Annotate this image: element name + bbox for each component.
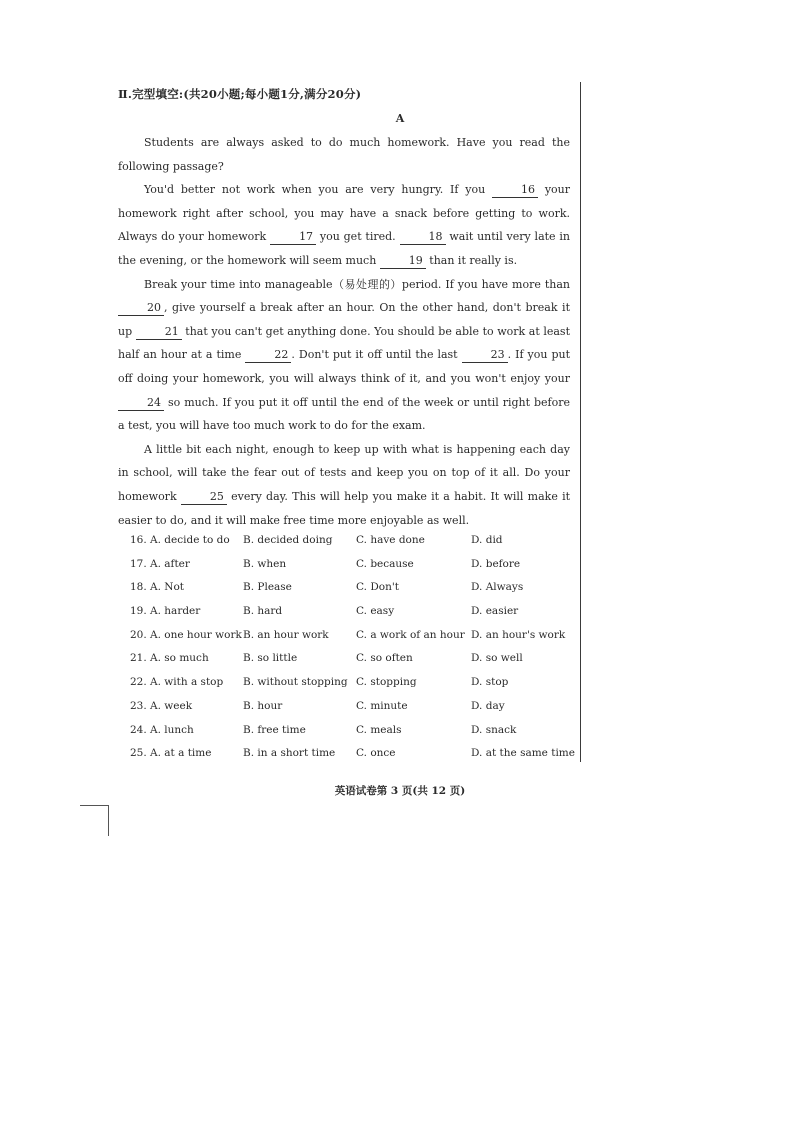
section-title: Ⅱ.完型填空:(共20小题;每小题1分,满分20分) (118, 87, 362, 101)
option-d: D. at the same time (471, 747, 575, 760)
option-a: 18. A. Not (130, 581, 185, 594)
option-d: D. snack (471, 723, 517, 736)
option-a: 16. A. decide to do (130, 534, 230, 546)
option-c: C. because (356, 557, 414, 570)
option-a: 17. A. after (130, 557, 190, 570)
paragraph-text: every day. This will help you make it a habit. It will make it easier to do, and it will make free time more enjoyable as well. (118, 489, 571, 527)
option-d: D. an hour's work (471, 628, 566, 641)
option-a: 23. A. week (130, 699, 193, 712)
question-row-25 (118, 747, 578, 771)
option-b: B. hard (243, 605, 283, 618)
paragraph-text: , give yourself a break after an hour. On the other hand, don't break it up (118, 301, 570, 338)
question-row-17 (118, 558, 578, 582)
paragraph-text: You'd better not work when you are very hungry. If you (144, 183, 486, 197)
option-d: D. so well (471, 652, 523, 665)
blank-21: 21 (136, 325, 182, 340)
question-row-18 (118, 581, 578, 605)
option-a: 19. A. harder (130, 605, 201, 618)
option-a: 24. A. lunch (130, 723, 194, 736)
option-a: 20. A. one hour work (130, 628, 242, 641)
question-row-24 (118, 724, 578, 748)
option-c: C. have done (356, 534, 425, 546)
option-c: C. Don't (356, 581, 399, 594)
blank-19: 19 (380, 254, 426, 269)
option-d: D. Always (471, 581, 524, 594)
option-b: B. hour (243, 699, 283, 712)
question-row-20 (118, 629, 578, 653)
page-margin-line (580, 82, 581, 762)
paragraph-2 (118, 178, 570, 272)
question-row-16 (118, 534, 578, 558)
option-a: 22. A. with a stop (130, 676, 224, 689)
option-c: C. minute (356, 699, 408, 712)
option-a: 25. A. at a time (130, 747, 212, 760)
question-row-23 (118, 700, 578, 724)
option-d: D. stop (471, 676, 509, 689)
blank-18: 18 (400, 230, 446, 245)
cloze-passage (118, 131, 570, 532)
option-c: C. a work of an hour (356, 628, 465, 641)
option-b: B. decided doing (243, 534, 333, 546)
blank-17: 17 (270, 230, 316, 245)
paragraph-4 (118, 438, 570, 532)
option-a: 21. A. so much (130, 652, 209, 665)
option-b: B. so little (243, 652, 298, 665)
blank-25: 25 (181, 490, 227, 505)
option-b: B. an hour work (243, 628, 329, 641)
question-row-19 (118, 605, 578, 629)
option-b: B. when (243, 557, 287, 570)
paragraph-1 (118, 131, 570, 178)
option-c: C. easy (356, 605, 395, 618)
paragraph-text: Students are always asked to do much homework. Have you read the following passage? (118, 136, 570, 173)
option-b: B. free time (243, 723, 306, 736)
blank-16: 16 (492, 183, 538, 198)
option-d: D. did (471, 534, 503, 546)
option-c: C. so often (356, 652, 413, 665)
page-footer: 英语试卷第 3 页(共 12 页) (334, 785, 466, 797)
blank-23: 23 (462, 348, 508, 363)
option-b: B. Please (243, 581, 292, 594)
option-d: D. easier (471, 605, 519, 618)
question-row-21 (118, 652, 578, 676)
paragraph-text: you get tired. (319, 230, 396, 244)
paragraph-text: that you can't get anything done. You should be able to work at least half an hour at a time (118, 324, 570, 362)
passage-label: A (395, 112, 405, 125)
option-d: D. before (471, 557, 521, 570)
paragraph-text: Break your time into manageable（易处理的）period. If you have more than (144, 277, 570, 291)
option-c: C. once (356, 747, 396, 760)
option-b: B. in a short time (243, 747, 336, 760)
option-c: C. meals (356, 723, 402, 736)
paragraph-text: . If you put off doing your homework, you will always think of it, and you won't enjoy your (118, 348, 571, 385)
paragraph-text: . Don't put it off until the last (291, 348, 458, 362)
paragraph-text: A little bit each night, enough to keep up with what is happening each day in school, will take the fear out of tests and keep you on top of it all. Do your homework (118, 442, 570, 503)
paragraph-text: than it really is. (429, 253, 518, 267)
answer-options (118, 534, 578, 771)
paragraph-text: your homework right after school, you may have a snack before getting to work. Always do your homework (118, 183, 571, 244)
crop-mark (80, 805, 109, 836)
blank-22: 22 (245, 348, 291, 363)
blank-20: 20 (118, 301, 164, 316)
paragraph-text: wait until very late in the evening, or the homework will seem much (118, 230, 570, 267)
question-row-22 (118, 676, 578, 700)
blank-24: 24 (118, 396, 164, 411)
paragraph-3 (118, 273, 570, 438)
option-b: B. without stopping (243, 676, 348, 689)
option-c: C. stopping (356, 676, 417, 689)
paragraph-text: so much. If you put it off until the end of the week or until right before a test, you will have too much work to do for the exam. (118, 395, 570, 433)
option-d: D. day (471, 699, 505, 712)
